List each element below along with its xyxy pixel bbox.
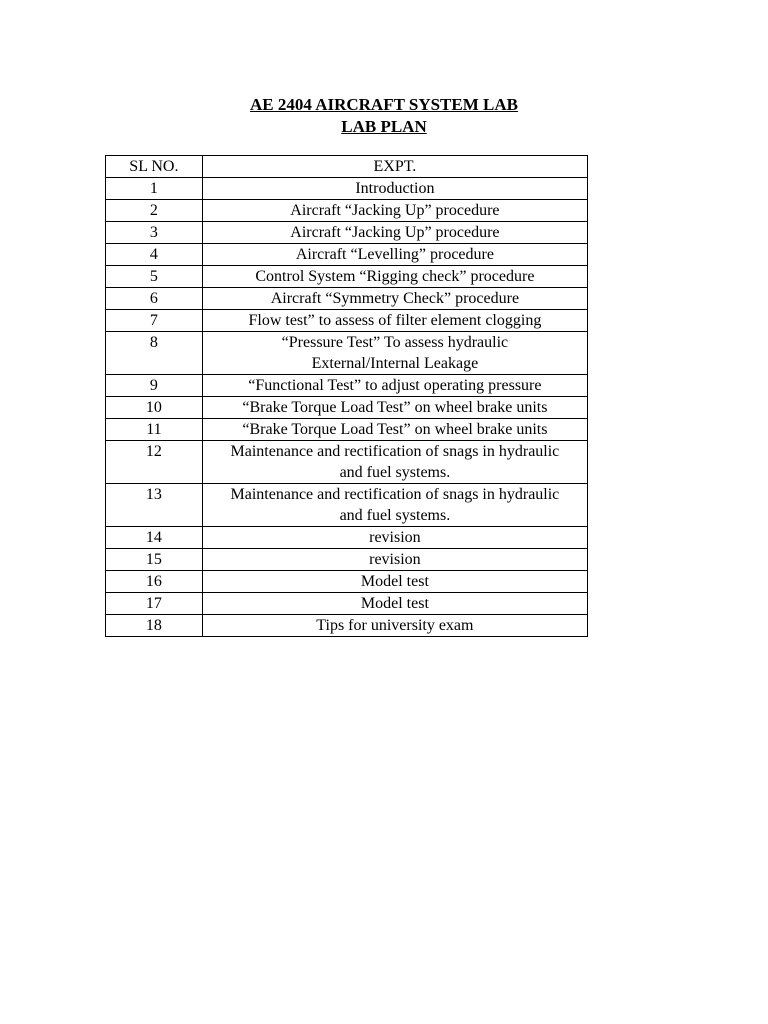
sl-no-cell: 15 xyxy=(106,549,203,571)
table-row xyxy=(106,288,588,310)
sl-no-cell: 6 xyxy=(106,288,203,310)
sl-no-cell: 4 xyxy=(106,244,203,266)
table-row xyxy=(106,244,588,266)
table-row xyxy=(106,397,588,419)
experiment-text-line: Aircraft “Symmetry Check” procedure xyxy=(270,290,520,307)
experiment-text-line: and fuel systems. xyxy=(339,507,451,524)
experiment-cell xyxy=(202,549,587,571)
experiment-cell xyxy=(202,200,587,222)
sl-no-cell: 18 xyxy=(106,615,203,637)
table-row xyxy=(106,615,588,637)
table-row xyxy=(106,375,588,397)
sl-no-cell: 16 xyxy=(106,571,203,593)
experiment-cell xyxy=(202,484,587,527)
document-title xyxy=(0,94,768,138)
sl-no-cell: 14 xyxy=(106,527,203,549)
table-row xyxy=(106,200,588,222)
experiment-text-line: Model test xyxy=(360,595,429,612)
experiment-cell xyxy=(202,441,587,484)
table-body xyxy=(106,178,588,637)
experiment-text-line: Tips for university exam xyxy=(316,617,474,634)
experiment-cell xyxy=(202,571,587,593)
experiment-text-line: Maintenance and rectification of snags in hydraulic xyxy=(230,443,560,460)
table-row xyxy=(106,178,588,200)
experiment-text-line: Control System “Rigging check” procedure xyxy=(255,268,535,285)
experiment-cell xyxy=(202,288,587,310)
experiment-text-line: Aircraft “Levelling” procedure xyxy=(295,246,494,263)
experiment-cell xyxy=(202,527,587,549)
table-row xyxy=(106,593,588,615)
table-header-row xyxy=(106,156,588,178)
experiment-text-line: Introduction xyxy=(355,180,435,197)
table-row xyxy=(106,266,588,288)
sl-no-cell: 17 xyxy=(106,593,203,615)
table-row xyxy=(106,332,588,375)
experiment-cell xyxy=(202,266,587,288)
sl-no-cell: 11 xyxy=(106,419,203,441)
experiment-text-line: “Pressure Test” To assess hydraulic xyxy=(281,334,509,351)
plan-title: LAB PLAN xyxy=(341,117,427,136)
sl-no-cell: 9 xyxy=(106,375,203,397)
experiment-cell xyxy=(202,593,587,615)
experiment-cell xyxy=(202,244,587,266)
experiment-cell xyxy=(202,222,587,244)
table-row xyxy=(106,527,588,549)
table-row xyxy=(106,484,588,527)
table-row xyxy=(106,549,588,571)
experiment-text-line: Aircraft “Jacking Up” procedure xyxy=(290,224,500,241)
table-row xyxy=(106,419,588,441)
experiment-text-line: and fuel systems. xyxy=(339,464,451,481)
sl-no-cell: 10 xyxy=(106,397,203,419)
sl-no-cell: 12 xyxy=(106,441,203,484)
sl-no-cell: 5 xyxy=(106,266,203,288)
course-title: AE 2404 AIRCRAFT SYSTEM LAB xyxy=(250,95,518,114)
sl-no-cell: 1 xyxy=(106,178,203,200)
experiment-text-line: revision xyxy=(369,529,421,546)
experiment-text-line: Flow test” to assess of filter element clogging xyxy=(248,312,542,329)
sl-no-cell: 13 xyxy=(106,484,203,527)
experiment-text-line: Aircraft “Jacking Up” procedure xyxy=(290,202,500,219)
table-row xyxy=(106,571,588,593)
lab-plan-table xyxy=(105,155,588,637)
experiment-cell xyxy=(202,375,587,397)
experiment-text-line: Maintenance and rectification of snags in hydraulic xyxy=(230,486,560,503)
table-row xyxy=(106,310,588,332)
sl-no-cell: 2 xyxy=(106,200,203,222)
sl-no-cell: 7 xyxy=(106,310,203,332)
experiment-cell xyxy=(202,397,587,419)
experiment-text-line: External/Internal Leakage xyxy=(311,355,479,372)
experiment-cell xyxy=(202,615,587,637)
experiment-text-line: “Functional Test” to adjust operating pressure xyxy=(248,377,542,394)
experiment-cell xyxy=(202,178,587,200)
sl-no-cell: 8 xyxy=(106,332,203,375)
sl-no-cell: 3 xyxy=(106,222,203,244)
header-expt: EXPT. xyxy=(202,156,587,178)
experiment-cell xyxy=(202,332,587,375)
experiment-text-line: revision xyxy=(369,551,421,568)
experiment-text-line: “Brake Torque Load Test” on wheel brake units xyxy=(242,421,548,438)
experiment-text-line: Model test xyxy=(360,573,429,590)
table-row xyxy=(106,222,588,244)
experiment-cell xyxy=(202,419,587,441)
experiment-cell xyxy=(202,310,587,332)
header-sl-no: SL NO. xyxy=(106,156,203,178)
experiment-text-line: “Brake Torque Load Test” on wheel brake units xyxy=(242,399,548,416)
table-row xyxy=(106,441,588,484)
